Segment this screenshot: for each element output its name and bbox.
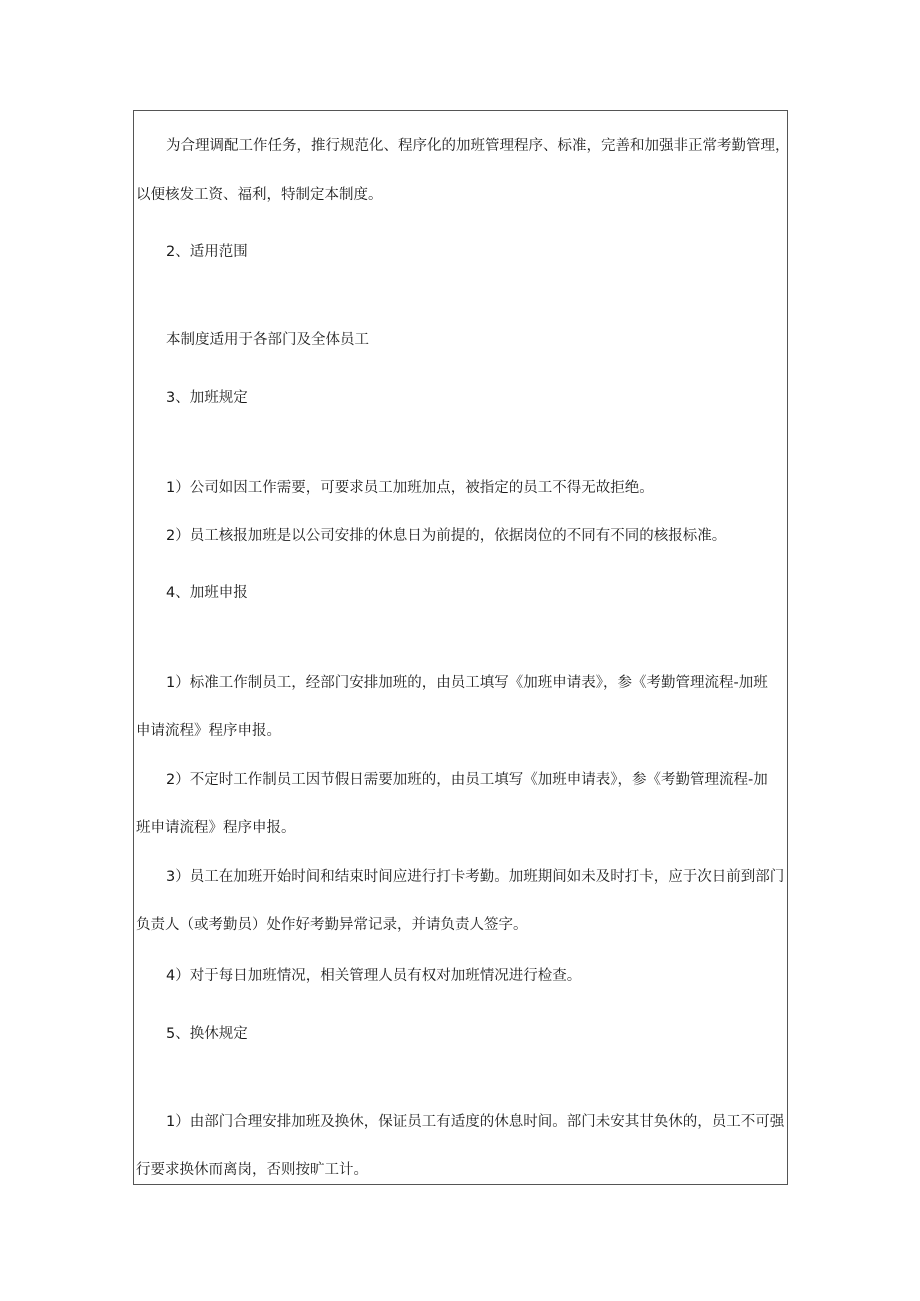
section-heading-overtime-application: 4、加班申报 bbox=[166, 585, 248, 601]
overtime-rule-2: 2）员工核报加班是以公司安排的休息日为前提的，依据岗位的不同有不同的核报标准。 bbox=[166, 528, 727, 544]
application-item-3-line-2: 负责人（或考勤员）处作好考勤异常记录，并请负责人签字。 bbox=[136, 917, 528, 933]
leave-item-1-line-1: 1）由部门合理安排加班及换休，保证员工有适度的休息时间。部门未安其甘奂休的，员工不可强 bbox=[166, 1114, 785, 1130]
intro-paragraph-line-2: 以便核发工资、福利，特制定本制度。 bbox=[136, 187, 383, 203]
section-heading-compensatory-leave: 5、换休规定 bbox=[166, 1026, 248, 1042]
application-item-2-line-1: 2）不定时工作制员工因节假日需要加班的，由员工填写《加班申请表》，参《考勤管理流程-加 bbox=[166, 772, 768, 788]
overtime-rule-1: 1）公司如因工作需要，可要求员工加班加点，被指定的员工不得无故拒绝。 bbox=[166, 480, 654, 496]
section-heading-scope: 2、适用范围 bbox=[166, 244, 248, 260]
section-heading-overtime-rules: 3、加班规定 bbox=[166, 390, 248, 406]
application-item-4: 4）对于每日加班情况，相关管理人员有权对加班情况进行检查。 bbox=[166, 968, 582, 984]
application-item-3-line-1: 3）员工在加班开始时间和结束时间应进行打卡考勤。加班期间如未及时打卡，应于次日前到部门 bbox=[166, 869, 785, 885]
intro-paragraph-line-1: 为合理调配工作任务，推行规范化、程序化的加班管理程序、标准，完善和加强非正常考勤管理， bbox=[166, 138, 790, 154]
scope-paragraph: 本制度适用于各部门及全体员工 bbox=[166, 332, 369, 348]
leave-item-1-line-2: 行要求换休而离岗，否则按旷工计。 bbox=[136, 1162, 368, 1178]
application-item-1-line-1: 1）标准工作制员工，经部门安排加班的，由员工填写《加班申请表》，参《考勤管理流程-加班 bbox=[166, 675, 768, 691]
application-item-1-line-2: 申请流程》程序申报。 bbox=[136, 723, 281, 739]
application-item-2-line-2: 班申请流程》程序申报。 bbox=[136, 820, 296, 836]
